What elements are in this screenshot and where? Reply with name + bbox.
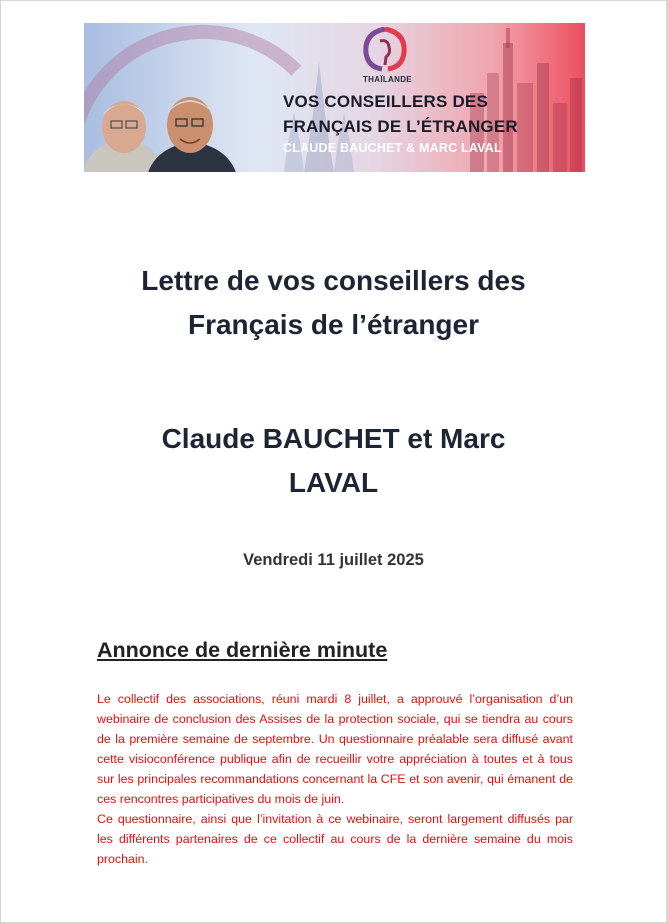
announcement-heading: Annonce de dernière minute xyxy=(97,638,388,662)
banner-title-line1: VOS CONSEILLERS DES xyxy=(283,92,489,111)
letter-date: Vendredi 11 juillet 2025 xyxy=(243,551,424,569)
announcement-paragraph-1: Le collectif des associations, réuni mardi 8 juillet, a approuvé l’organisation d’un webinaire de conclusion des Assises de la protection sociale, qui se tiendra au cours de la première semaine de septembre. Un questionnaire préalable sera diffusé avant cette visioconférence publique afin de recueillir votre appréciation à toutes et à tous sur les principales recommandations concernant la CFE et son avenir, qui émanent de ces rencontres participatives du mois de juin. xyxy=(97,692,573,806)
banner-country: THAÏLANDE xyxy=(363,75,412,84)
banner-title-line2: FRANÇAIS DE L’ÉTRANGER xyxy=(283,117,518,136)
councillors-photo xyxy=(84,85,269,172)
document-title xyxy=(1,259,666,347)
profile-logo-icon xyxy=(358,27,412,73)
authors-line1: Claude BAUCHET et Marc xyxy=(161,423,506,454)
header-banner xyxy=(84,23,585,172)
announcement-body xyxy=(97,689,573,869)
authors-heading xyxy=(1,417,666,505)
document-title-line1: Lettre de vos conseillers des xyxy=(141,265,526,296)
banner-names: CLAUDE BAUCHET & MARC LAVAL xyxy=(283,141,502,155)
document-title-line2: Français de l’étranger xyxy=(187,309,479,340)
authors-line2: LAVAL xyxy=(288,467,379,498)
announcement-paragraph-2: Ce questionnaire, ainsi que l’invitation à ce webinaire, seront largement diffusés par les différents partenaires de ce collectif au cours de la dernière semaine du mois prochain. xyxy=(97,812,573,866)
